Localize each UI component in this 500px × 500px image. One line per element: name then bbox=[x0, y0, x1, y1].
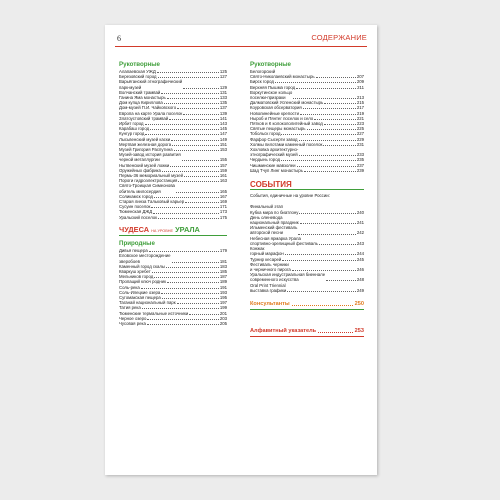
dot-leader bbox=[296, 88, 356, 89]
dot-leader bbox=[167, 282, 219, 283]
toc-entry[interactable] bbox=[119, 253, 227, 263]
toc-entry-page: 211 bbox=[357, 84, 364, 90]
toc-entry-page: 248 bbox=[356, 277, 364, 283]
toc-entry-page: 233 bbox=[356, 152, 364, 158]
toc-entry-title: Турнир кесарей bbox=[250, 256, 282, 262]
toc-entry-title: Дом купца Кириллова bbox=[119, 100, 163, 106]
toc-entry[interactable] bbox=[250, 262, 364, 272]
dot-leader bbox=[151, 207, 218, 208]
toc-entry-title: Пороги гидроэлектростанция bbox=[119, 178, 178, 184]
dot-leader bbox=[183, 114, 219, 115]
toc-entry-page: 229 bbox=[356, 136, 364, 142]
dot-leader bbox=[282, 260, 356, 261]
section-title-man-made: Рукотворные bbox=[119, 61, 160, 68]
dot-leader bbox=[164, 103, 219, 104]
toc-entry-page: 239 bbox=[356, 167, 364, 173]
toc-entry-page: 191 bbox=[219, 284, 227, 290]
toc-entry-page: 179 bbox=[219, 248, 227, 254]
dot-leader bbox=[178, 181, 218, 182]
toc-entry-page: 197 bbox=[219, 300, 227, 306]
dot-leader bbox=[316, 77, 356, 78]
toc-entry-title: Тобольск город bbox=[250, 131, 281, 137]
page-number: 6 bbox=[117, 34, 121, 43]
dot-leader bbox=[158, 77, 219, 78]
dot-leader bbox=[167, 98, 219, 99]
toc-entry-title: Воркутинское кольцо поселки-призраки bbox=[250, 89, 293, 101]
toc-entry-title: День оленевода национальный праздник bbox=[250, 214, 299, 226]
toc-entry[interactable] bbox=[119, 79, 227, 89]
dot-leader bbox=[161, 293, 219, 294]
toc-entry-page: 137 bbox=[219, 105, 227, 111]
dot-leader bbox=[326, 280, 356, 281]
toc-entry-page: 243 bbox=[356, 240, 364, 246]
toc-entry[interactable] bbox=[250, 272, 364, 282]
wonders-ural-heading bbox=[119, 224, 227, 236]
toc-entry-title: Лысьвенский музей каски bbox=[119, 136, 171, 142]
dot-leader bbox=[166, 267, 219, 268]
toc-entry-title: Кваркуш хребет bbox=[119, 268, 151, 274]
dot-leader bbox=[314, 119, 356, 120]
toc-entry-title: Варьёганский этнографический парк-музей bbox=[119, 79, 183, 90]
toc-entry-page: 143 bbox=[219, 121, 227, 127]
toc-entry[interactable] bbox=[119, 215, 227, 220]
toc-entry[interactable] bbox=[119, 321, 227, 326]
events-subtitle: События, единичные на уровне России: bbox=[250, 193, 330, 199]
toc-entry-page: 189 bbox=[219, 279, 227, 285]
dot-leader bbox=[292, 305, 353, 306]
toc-entry[interactable] bbox=[250, 168, 364, 173]
dot-leader bbox=[147, 324, 219, 325]
toc-entry[interactable] bbox=[250, 204, 364, 214]
toc-entry-title: Пропащий ключ родник bbox=[119, 279, 166, 285]
toc-entry-page: 167 bbox=[219, 193, 227, 199]
toc-entry-title: Чишминские мавзолеи bbox=[250, 162, 296, 168]
dot-leader bbox=[324, 124, 356, 125]
toc-entry-page: 133 bbox=[219, 95, 227, 101]
toc-entry-page: 193 bbox=[219, 289, 227, 295]
toc-right-column bbox=[250, 61, 364, 337]
toc-entry-title: Дивья пещера bbox=[119, 248, 148, 254]
toc-entry-page: 209 bbox=[356, 79, 364, 85]
toc-entry-page: 139 bbox=[219, 110, 227, 116]
toc-entry-title: Oral Print Triennial выставка графики bbox=[250, 282, 287, 293]
dot-leader bbox=[169, 119, 219, 120]
toc-entry-title: Холмы пилотами каменный поселок bbox=[250, 141, 323, 147]
toc-entry-page: 131 bbox=[219, 89, 227, 95]
toc-entry-page: 145 bbox=[219, 126, 227, 132]
dot-leader bbox=[157, 72, 219, 73]
dot-leader bbox=[324, 103, 356, 104]
toc-entry-title: Новолинейные крепости bbox=[250, 110, 300, 116]
toc-entry-page: 185 bbox=[219, 268, 227, 274]
toc-entry-page: 147 bbox=[219, 131, 227, 137]
toc-entry-title: Ныроб и Пянтег поселок и село bbox=[250, 115, 314, 121]
toc-entry-title: Черное озеро bbox=[119, 315, 147, 321]
toc-entry-title: Чусовая река bbox=[119, 320, 146, 326]
toc-entry-title: Ирбит город bbox=[119, 121, 144, 127]
toc-entry-title: Конжак горный марафон bbox=[250, 246, 284, 257]
dot-leader bbox=[292, 270, 356, 271]
toc-entry[interactable] bbox=[250, 215, 364, 225]
dot-leader bbox=[177, 108, 219, 109]
toc-entry-page: 163 bbox=[219, 178, 227, 184]
toc-entry-title: Свято-Троицкая Симеонова обитель милосердия bbox=[119, 183, 175, 194]
dot-leader bbox=[162, 171, 219, 172]
toc-entry-page: 173 bbox=[219, 209, 227, 215]
consultants-page: 250 bbox=[354, 300, 364, 307]
toc-entry-page: 203 bbox=[219, 315, 227, 321]
toc-entry[interactable] bbox=[250, 236, 364, 246]
toc-entry-page: 221 bbox=[356, 115, 364, 121]
toc-entry-title: Карабаш город bbox=[119, 126, 150, 132]
index-page: 253 bbox=[354, 327, 364, 334]
header-rule bbox=[115, 46, 367, 47]
toc-list-man-made-right bbox=[250, 69, 364, 173]
toc-entry-title: Мельников город bbox=[119, 274, 154, 280]
dot-leader bbox=[174, 150, 219, 151]
toc-entry-title: Коуровская обсерватория bbox=[250, 105, 302, 111]
toc-entry-page: 205 bbox=[219, 320, 227, 326]
toc-entry-title: Белогорский Свято-Николаевский монастырь bbox=[250, 69, 315, 80]
toc-entry-page: 235 bbox=[356, 157, 364, 163]
toc-entry-title: Музей-завод история развития черной металлургии bbox=[119, 152, 181, 163]
toc-entry-title: Ильменский фестиваль авторской песни bbox=[250, 225, 298, 236]
toc-entry-title: Далматовский Успенский монастырь bbox=[250, 100, 324, 106]
toc-entry-page: 240 bbox=[356, 209, 364, 215]
toc-entry-page: 165 bbox=[219, 188, 227, 194]
toc-entry-page: 223 bbox=[356, 121, 364, 127]
toc-entry-title: Нытвенский музей ложки bbox=[119, 162, 170, 168]
toc-entry-title: Соликамск город bbox=[119, 193, 153, 199]
toc-entry-title: Соль-река bbox=[119, 284, 140, 290]
toc-entry[interactable] bbox=[250, 283, 364, 293]
wonders-heading-word: ЧУДЕСА bbox=[119, 224, 150, 234]
toc-entry-title: Пермь-36 мемориальный музей bbox=[119, 173, 183, 179]
dot-leader bbox=[307, 129, 356, 130]
toc-entry-page: 159 bbox=[219, 167, 227, 173]
dot-leader bbox=[162, 298, 219, 299]
toc-entry-title: Музей Григория Распутина bbox=[119, 147, 173, 153]
toc-entry-page: 244 bbox=[356, 251, 364, 257]
toc-entry-page: 219 bbox=[356, 110, 364, 116]
dot-leader bbox=[287, 291, 356, 292]
consultants-label: Консультанты bbox=[250, 300, 290, 307]
toc-entry-page: 237 bbox=[356, 162, 364, 168]
dot-leader bbox=[177, 303, 219, 304]
dot-leader bbox=[171, 140, 219, 141]
toc-entry-title: Верхняя Пышма город bbox=[250, 84, 296, 90]
toc-entry-title: Европа на карте Урала поселок bbox=[119, 110, 183, 116]
dot-leader bbox=[304, 171, 356, 172]
toc-entry-title: Мертвая железная дорога bbox=[119, 141, 172, 147]
dot-leader bbox=[170, 166, 219, 167]
toc-list-man-made bbox=[119, 69, 227, 220]
dot-leader bbox=[147, 319, 218, 320]
toc-entry-title: Старая линза Тальковый карьер bbox=[119, 199, 185, 205]
toc-entry-page: 231 bbox=[356, 141, 364, 147]
dot-leader bbox=[189, 314, 219, 315]
dot-leader bbox=[298, 234, 355, 235]
dot-leader bbox=[154, 197, 219, 198]
toc-entry[interactable] bbox=[250, 225, 364, 235]
toc-entry-page: 153 bbox=[219, 147, 227, 153]
dot-leader bbox=[303, 108, 356, 109]
toc-entry-page: 207 bbox=[356, 74, 364, 80]
toc-entry-title: Шад Тчуп Линг монастырь bbox=[250, 167, 303, 173]
toc-entry-page: 155 bbox=[219, 157, 227, 163]
toc-entry[interactable] bbox=[250, 147, 364, 157]
toc-entry-page: 127 bbox=[219, 74, 227, 80]
toc-entry-page: 157 bbox=[219, 162, 227, 168]
wonders-heading-region: УРАЛА bbox=[175, 224, 200, 234]
dot-leader bbox=[300, 223, 356, 224]
events-heading: СОБЫТИЯ bbox=[250, 182, 364, 190]
toc-entry-title: Фестиваль черники и черничного пирога bbox=[250, 261, 291, 272]
dot-leader bbox=[299, 213, 355, 214]
index-label: Алфавитный указатель bbox=[250, 327, 317, 334]
dot-leader bbox=[152, 272, 219, 273]
dot-leader bbox=[150, 129, 219, 130]
toc-entry-page: 242 bbox=[356, 230, 364, 236]
toc-entry[interactable] bbox=[250, 69, 364, 79]
dot-leader bbox=[293, 98, 356, 99]
toc-entry-title: Уральский поселок bbox=[119, 214, 158, 220]
toc-entry-page: 183 bbox=[219, 263, 227, 269]
toc-entry-page: 245 bbox=[356, 256, 364, 262]
toc-entry-page: 213 bbox=[356, 95, 364, 101]
toc-entry-title: Сугомакская пещера bbox=[119, 294, 161, 300]
toc-entry-page: 171 bbox=[219, 204, 227, 210]
toc-entry-page: 161 bbox=[219, 173, 227, 179]
dot-leader bbox=[285, 254, 356, 255]
dot-leader bbox=[319, 244, 356, 245]
toc-entry-page: 199 bbox=[219, 305, 227, 311]
dot-leader bbox=[142, 308, 219, 309]
toc-entry-title: Небесная ярмарка Урала спортивно-зрелищный фестиваль bbox=[250, 235, 318, 246]
toc-entry-title: Березовский город bbox=[119, 74, 157, 80]
toc-entry[interactable] bbox=[250, 90, 364, 100]
dot-leader bbox=[184, 176, 219, 177]
dot-leader bbox=[299, 155, 356, 156]
dot-leader bbox=[176, 192, 219, 193]
toc-entry-page: 215 bbox=[356, 100, 364, 106]
toc-entry-page: 241 bbox=[356, 220, 364, 226]
toc-entry-title: Алапаевская УЖД bbox=[119, 69, 156, 74]
toc-entry-index[interactable] bbox=[250, 328, 364, 337]
toc-entry-page: 141 bbox=[219, 115, 227, 121]
dot-leader bbox=[145, 124, 219, 125]
dot-leader bbox=[275, 82, 356, 83]
dot-leader bbox=[172, 145, 219, 146]
toc-entry[interactable] bbox=[119, 183, 227, 193]
toc-entry-title: Фарфор Сысерти завод bbox=[250, 136, 298, 142]
toc-entry-title: Тюменская ДЖД bbox=[119, 209, 153, 215]
dot-leader bbox=[281, 160, 356, 161]
dot-leader bbox=[158, 218, 219, 219]
toc-entry[interactable] bbox=[250, 246, 364, 256]
toc-entry-page: 129 bbox=[219, 84, 227, 90]
toc-entry-title: Чердынь город bbox=[250, 157, 281, 163]
toc-entry-title: Ганина Яма монастырь bbox=[119, 95, 166, 101]
toc-entry-title: Татия река bbox=[119, 305, 141, 311]
dot-leader bbox=[185, 202, 219, 203]
toc-entry-page: 151 bbox=[219, 141, 227, 147]
dot-leader bbox=[154, 277, 219, 278]
toc-entry-title: Соль-Илецкие озера bbox=[119, 289, 161, 295]
toc-entry-page: 227 bbox=[356, 131, 364, 137]
dot-leader bbox=[281, 134, 355, 135]
toc-entry-page: 181 bbox=[219, 258, 227, 264]
dot-leader bbox=[299, 140, 356, 141]
toc-entry-page: 246 bbox=[356, 266, 364, 272]
dot-leader bbox=[161, 93, 219, 94]
toc-entry-page: 187 bbox=[219, 274, 227, 280]
toc-entry-title: Тюменские термальные источники bbox=[119, 310, 189, 316]
toc-left-column bbox=[119, 61, 227, 326]
toc-entry-title: Оружейных фабрика bbox=[119, 167, 161, 173]
toc-entry-title: Хохловка архитектурно- этнографический музей bbox=[250, 147, 299, 158]
dot-leader bbox=[153, 213, 219, 214]
toc-entry-title: Таганай национальный парк bbox=[119, 300, 176, 306]
dot-leader bbox=[172, 262, 219, 263]
page bbox=[105, 25, 377, 475]
toc-entry-page: 169 bbox=[219, 199, 227, 205]
toc-entry-title: Финальный этап Кубка мира по биатлону bbox=[250, 204, 299, 215]
toc-entry-page: 201 bbox=[219, 310, 227, 316]
toc-entry-title: Волчанский трамвай bbox=[119, 89, 161, 95]
toc-entry-page: 125 bbox=[219, 69, 227, 74]
dot-leader bbox=[323, 145, 355, 146]
toc-entry-title: Бирск город bbox=[250, 79, 274, 85]
toc-list-events bbox=[250, 204, 364, 292]
toc-entry-title: Уральская индустриальная биеннале современного искусства bbox=[250, 272, 326, 283]
toc-entry-title: Пятков и К колокололитейный завод bbox=[250, 121, 323, 127]
toc-entry-page: 195 bbox=[219, 294, 227, 300]
dot-leader bbox=[141, 288, 219, 289]
toc-entry-title: Каменный город скалы bbox=[119, 263, 166, 269]
dot-leader bbox=[183, 88, 219, 89]
dot-leader bbox=[149, 251, 219, 252]
page-header-title: СОДЕРЖАНИЕ bbox=[311, 33, 367, 42]
section-title-man-made-right: Рукотворные bbox=[250, 61, 291, 68]
dot-leader bbox=[297, 166, 356, 167]
wonders-heading-level: НА УРОВНЕ bbox=[151, 228, 174, 233]
toc-entry[interactable] bbox=[119, 152, 227, 162]
toc-entry-page: 249 bbox=[356, 287, 364, 293]
toc-entry-page: 135 bbox=[219, 100, 227, 106]
toc-entry-title: Златоустовский трамвай bbox=[119, 115, 169, 121]
toc-entry-title: Святые пещеры монастырь bbox=[250, 126, 306, 132]
dot-leader bbox=[145, 134, 218, 135]
toc-entry-page: 175 bbox=[219, 214, 227, 220]
toc-entry-page: 225 bbox=[356, 126, 364, 132]
toc-list-natural bbox=[119, 248, 227, 326]
toc-entry-page: 217 bbox=[356, 105, 364, 111]
toc-entry-title: Кунгур город bbox=[119, 131, 145, 137]
dot-leader bbox=[182, 160, 219, 161]
toc-entry-title: Дом-музей П.И. Чайковского bbox=[119, 105, 177, 111]
toc-entry-consultants[interactable] bbox=[250, 301, 364, 310]
toc-entry-page: 149 bbox=[219, 136, 227, 142]
toc-entry-title: Еловское месторождение зверобоев bbox=[119, 253, 171, 264]
section-title-natural: Природные bbox=[119, 240, 155, 248]
toc-entry-title: Сусуин поселок bbox=[119, 204, 151, 210]
dot-leader bbox=[318, 332, 353, 333]
dot-leader bbox=[300, 114, 356, 115]
